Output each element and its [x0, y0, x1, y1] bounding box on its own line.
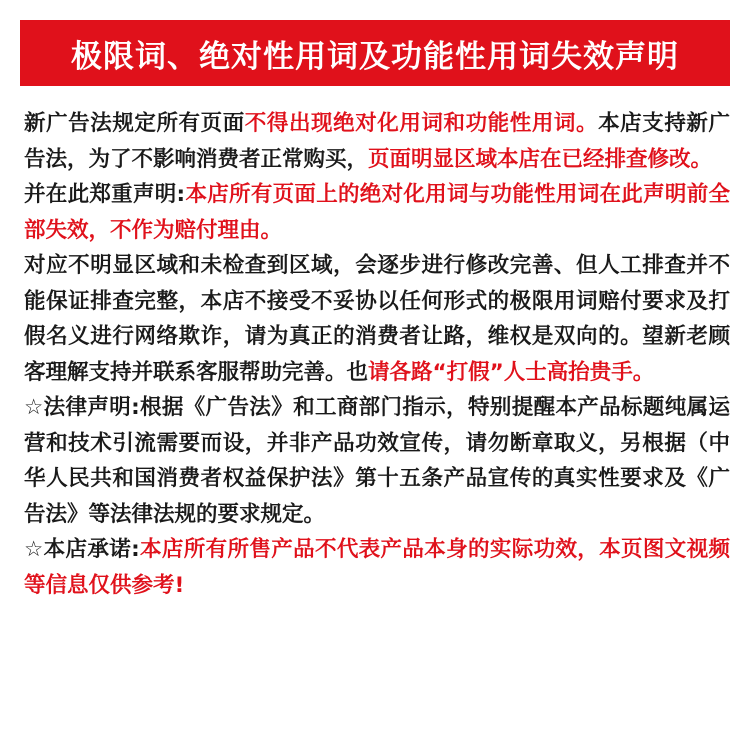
paragraph-unchecked-areas — [24, 248, 730, 390]
store-promise-highlight: 本店所有所售产品不代表产品本身的实际功效，本页图文视频等信息仅供参考! — [24, 537, 730, 598]
legal-statement-text: ☆法律声明:根据《广告法》和工商部门指示，特别提醒本产品标题纯属运营和技术引流需要而设，并非产品功效宣传，请勿断章取义，另根据（中华人民共和国消费者权益保护法》第十五条产品宣传的真实性要求及《广告法》等法律法规的要求规定。 — [24, 395, 730, 527]
paragraph-store-promise — [24, 532, 730, 603]
unchecked-areas-highlight: 请各路“打假”人士高抬贵手。 — [368, 359, 655, 385]
ad-law-revision-highlight: 页面明显区域本店在已经排查修改。 — [368, 146, 713, 172]
ad-law-highlight: 不得出现绝对化用词和功能性用词。 — [244, 111, 599, 136]
ad-law-support-text: 本店支持新广告法，为了不影响消费者正常购买， — [24, 111, 730, 172]
paragraph-ad-law — [24, 106, 730, 177]
store-promise-lead: ☆本店承诺: — [24, 537, 140, 562]
unchecked-areas-text: 对应不明显区域和未检查到区域，会逐步进行修改完善、但人工排查并不能保证排查完整，本店不接受不妥协以任何形式的极限用词赔付要求及打假名义进行网络欺诈，请为真正的消费者让路，维权是双向的。望新老顾客理解支持并联系客服帮助完善。也 — [24, 253, 730, 385]
paragraph-legal-statement — [24, 390, 730, 532]
ad-law-text: 新广告法规定所有页面 — [24, 111, 245, 136]
paragraph-declaration — [24, 177, 730, 248]
statement-body — [24, 106, 730, 603]
declaration-lead: 并在此郑重声明: — [24, 182, 186, 207]
declaration-highlight: 本店所有页面上的绝对化用词与功能性用词在此声明前全部失效，不作为赔付理由。 — [24, 182, 730, 243]
page-title: 极限词、绝对性用词及功能性用词失效声明 — [71, 38, 679, 75]
title-banner — [20, 20, 730, 86]
